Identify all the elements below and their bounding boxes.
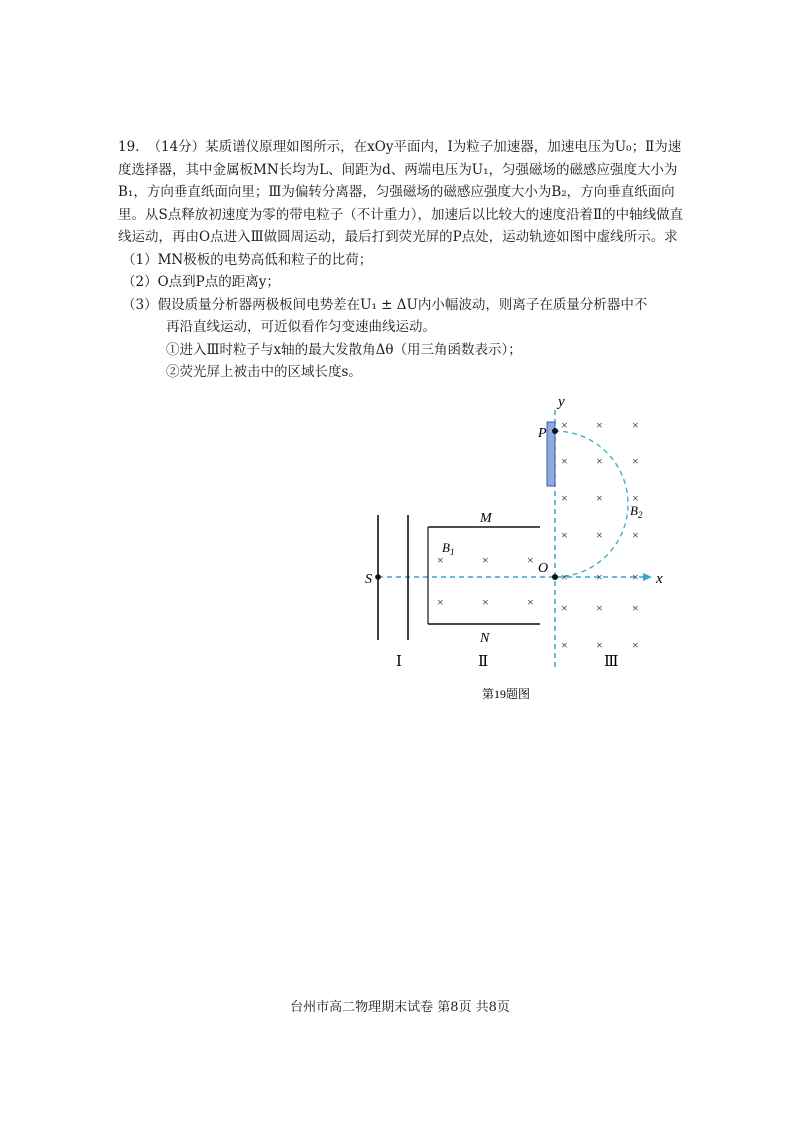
label-region-1: Ⅰ [396, 654, 402, 670]
field-mark: × [561, 570, 568, 584]
field-mark: × [632, 491, 639, 505]
field-mark: × [527, 595, 534, 609]
question-number: 19. [118, 139, 140, 155]
magnetic-field-marks [437, 418, 639, 652]
label-region-2: Ⅱ [478, 654, 489, 670]
field-mark: × [561, 638, 568, 652]
label-b1-main: B [442, 540, 450, 555]
field-mark: × [596, 491, 603, 505]
x-axis-arrow [643, 573, 652, 581]
field-mark: × [596, 638, 603, 652]
field-mark: × [561, 491, 568, 505]
field-mark: × [632, 601, 639, 615]
page-footer: 台州市高二物理期末试卷 第8页 共8页 [290, 1000, 510, 1015]
x-axis-label: x [656, 571, 663, 587]
field-mark: × [632, 528, 639, 542]
label-b1-sub: 1 [449, 547, 455, 557]
field-mark: × [561, 528, 568, 542]
field-mark: × [561, 601, 568, 615]
question-3-part-a: ①进入Ⅲ时粒子与x轴的最大发散角Δθ（用三角函数表示）； [166, 341, 522, 358]
label-region-3: Ⅲ [604, 654, 619, 670]
question-3-part-b: ②荧光屏上被击中的区域长度s。 [166, 364, 362, 380]
label-p: P [538, 426, 547, 441]
label-b2 [630, 503, 643, 520]
question-3-continued: 再沿直线运动，可近似看作匀变速曲线运动。 [166, 319, 436, 335]
figure-caption: 第19题图 [482, 687, 531, 701]
stem-text: （14分）某质谱仪原理如图所示，在xOy平面内，Ⅰ为粒子加速器，加速电压为U₀；Ⅱ为速度选择器，其中金属板MN长均为L、间距为d、两端电压为U₁，匀强磁场的磁感应强度大小为B₁，方向垂直纸面向里；Ⅲ为偏转分离器，匀强磁场的磁感应强度大小为B₂，方向垂直纸面向里。从S点释放初速度为零的带电粒子（不计重力），加速后以比较大的速度沿着Ⅱ的中轴线做直线运动，再由O点进入Ⅲ做圆周运动，最后打到荧光屏的P点处，运动轨迹如图中虚线所示。求 [118, 139, 684, 245]
field-mark: × [482, 595, 489, 609]
label-o: O [538, 561, 549, 576]
field-mark: × [561, 418, 568, 432]
field-mark: × [596, 418, 603, 432]
field-mark: × [596, 528, 603, 542]
point-o [552, 574, 558, 580]
label-n: N [480, 631, 490, 646]
field-mark: × [482, 553, 489, 567]
field-mark: × [632, 418, 639, 432]
label-b2-sub: 2 [637, 510, 643, 520]
question-2: （2）O点到P点的距离y； [122, 274, 280, 290]
field-mark: × [437, 595, 444, 609]
field-mark: × [561, 454, 568, 468]
field-mark: × [437, 553, 444, 567]
question-1: （1）MN极板的电势高低和粒子的比荷； [122, 251, 373, 268]
field-mark: × [632, 454, 639, 468]
point-p [552, 428, 558, 434]
label-s: S [365, 572, 372, 587]
field-mark: × [596, 570, 603, 584]
figure-19 [360, 390, 680, 710]
y-axis-label: y [558, 394, 565, 410]
field-mark: × [632, 570, 639, 584]
problem-19 [118, 136, 694, 384]
mass-spectrometer-diagram [360, 390, 680, 710]
field-mark: × [596, 454, 603, 468]
field-mark: × [596, 601, 603, 615]
problem-stem [118, 136, 694, 249]
field-mark: × [527, 553, 534, 567]
label-b1 [442, 540, 454, 557]
label-m: M [480, 511, 492, 526]
label-b2-main: B [630, 503, 638, 518]
field-mark: × [632, 638, 639, 652]
question-3: （3）假设质量分析器两极板间电势差在U₁ ± ΔU内小幅波动，则离子在质量分析器中不 [122, 296, 648, 313]
